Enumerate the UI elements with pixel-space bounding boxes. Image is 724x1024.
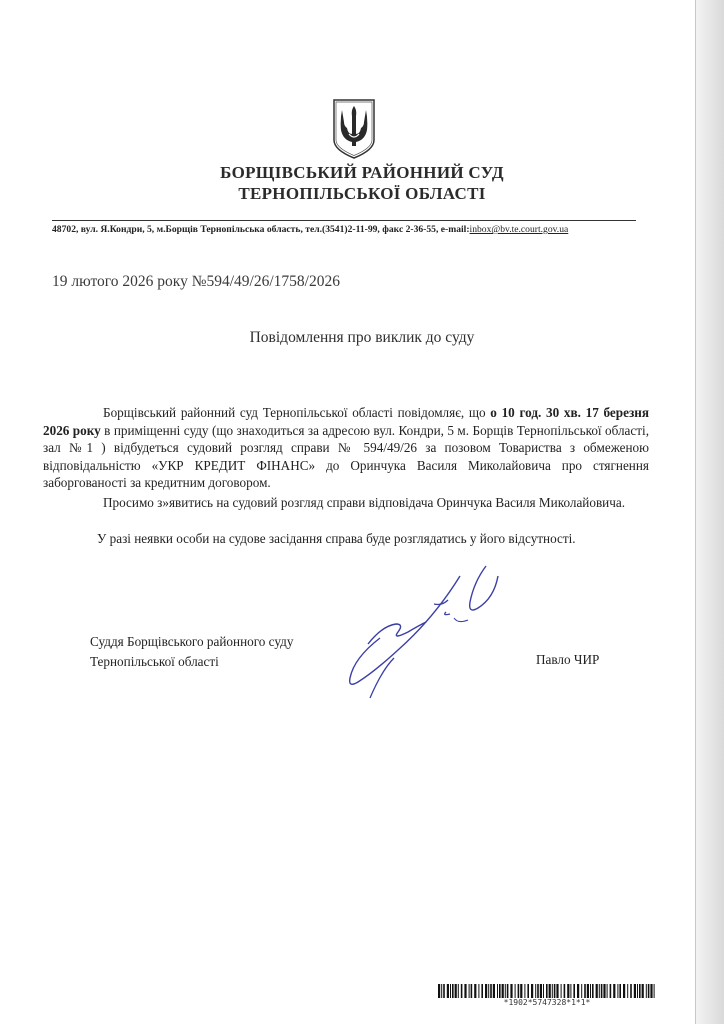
warning-text: У разі неявки особи на судове засідання справа буде розглядатись у його відсутності. <box>97 531 576 546</box>
email-link[interactable]: inbox@bv.te.court.gov.ua <box>469 224 569 235</box>
address-text: 48702, вул. Я.Кондри, 5, м.Борщів Тернопільська область, тел.(3541)2-11-99, факс 2-36-55, e-mail: <box>52 224 470 235</box>
header-divider <box>52 220 636 221</box>
hearing-datetime: о 10 год. 30 хв. 17 березня 2026 року <box>43 405 649 438</box>
paragraph-warning <box>43 530 649 548</box>
signer-position <box>90 632 293 672</box>
paragraph-notice <box>43 404 649 492</box>
scan-margin <box>696 0 724 1024</box>
signer-position-line1: Суддя Борщівського районного суду <box>90 634 294 649</box>
barcode-icon <box>438 984 656 998</box>
ukraine-trident-icon <box>330 96 378 160</box>
signer-position-line2: Тернопільської області <box>90 654 219 669</box>
notice-text-rest: в приміщенні суду (що знаходиться за адресою вул. Кондри, 5 м. Борщів Тернопільської області, зал №1 ) відбудеться судовий розгляд справи № 594/49/26 за позовом Товариства з обмеженою відповідальністю «УКР КРЕДИТ ФІНАНС» до Оринчука Василя Миколайовича про стягнення заборгованості за кредитним договором. <box>43 422 649 490</box>
signer-name: Павло ЧИР <box>536 652 600 667</box>
date-and-number: 19 лютого 2026 року №594/49/26/1758/2026 <box>52 273 340 290</box>
document-title: Повідомлення про виклик до суду <box>249 329 475 346</box>
handwritten-signature <box>338 560 508 710</box>
paragraph-request <box>43 494 649 512</box>
court-name-line2: ТЕРНОПІЛЬСЬКОЇ ОБЛАСТІ <box>238 184 486 203</box>
request-text: Просимо з»явитись на судовий розгляд справи відповідача Оринчука Василя Миколайовича. <box>103 495 626 510</box>
barcode-text: *1902*5747328*1*1* <box>503 998 591 1007</box>
notice-text-start: Борщівський районний суд Тернопільської області повідомляє, що <box>103 405 491 420</box>
court-name-line1: БОРЩІВСЬКИЙ РАЙОННИЙ СУД <box>220 163 504 182</box>
court-address <box>52 224 568 235</box>
